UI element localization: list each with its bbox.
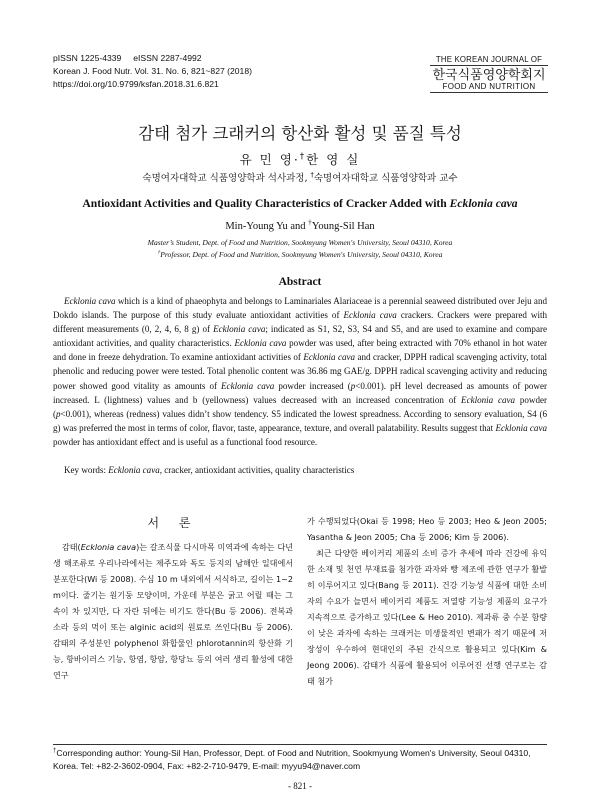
intro-paragraph-2: 최근 다양한 베이커리 제품의 소비 증가 추세에 따라 건강에 유익한 소재 및 천연 부재료를 첨가한 과자와 빵 제조에 관한 연구가 활발히 이루어지고 있다(Bang 등 2011). 건강 기능성 식품에 대한 소비자의 수요가 늘면서 베이커리 제품도 저열량 기능성 제품의 요구가 지속적으로 증가하고 있다(Lee & Heo 2010). 제과류 중 수분 함량이 낮은 과자에 속하는 크래커는 미생물적인 변패가 적기 때문에 저장성이 우수하여 현대인의 주된 간식으로 활용되고 있다(Kim & Jeong 2006). 감태가 식품에 활용되어 이루어진 선행 연구로는 감태 첨가 <box>307 549 547 686</box>
affiliation-mark-ko: † <box>310 170 314 179</box>
abstract-run: Ecklonia cava <box>213 324 266 335</box>
footnote-mark: † <box>53 748 57 755</box>
masthead-english-bottom: FOOD AND NUTRITION <box>442 82 536 91</box>
korean-authors <box>0 150 600 168</box>
korean-title: 감태 첨가 크래커의 항산화 활성 및 품질 특성 <box>138 124 462 143</box>
affiliation-1-ko: 숙명여자대학교 식품영양학과 석사과정, <box>142 173 308 184</box>
abstract-run: Ecklonia cava <box>221 380 275 391</box>
english-title-main: Antioxidant Activities and Quality Characteristics of Cracker Added with <box>82 197 450 210</box>
affiliation-2-en-row <box>0 249 600 261</box>
corresponding-mark: † <box>299 151 307 162</box>
journal-header-left <box>53 52 252 91</box>
abstract-run: Ecklonia cava <box>343 310 397 321</box>
abstract-run: powder ( <box>53 394 547 419</box>
section-heading-introduction: 서 론 <box>147 516 199 530</box>
abstract-run: which is a kind of phaeophyta and belongs to Laminariales Alariaceae is a perennial seaweed distributed over Jeju and Dokdo islands. The purpose of this study evaluate antioxidant activities of <box>53 296 547 321</box>
abstract-run: Ecklonia cava <box>303 352 356 363</box>
intro-run: )는 갈조식물 다시마목 미역과에 속하는 다년생 해조류로 우리나라에서는 제주도와 독도 등지의 남해안 일대에서 분포한다(Wi 등 2008). 수심 10 m 내외에서 서식하고, 길이는 1~2 m이다. 줄기는 원기둥 모양이며, 가운데 부분은 굵고 어릴 때는 그 속이 차 있지만, 다 자란 뒤에는 비기도 한다(Bu 등 2006). 전복과 소라 등의 먹이 또는 alginic acid의 원료로 쓰인다(Bu 등 2006). 감태의 주성분인 polyphenol 화합물인 phlorotannin의 항산화 기능, 항바이러스 기능, 항염, 항암, 항당뇨 등의 여러 생리 활성에 대한 연구 <box>53 543 293 680</box>
keywords <box>64 465 354 475</box>
english-authors <box>0 217 600 232</box>
abstract-run: powder has antioxidant effect and is useful as a functional food resource. <box>53 436 318 447</box>
keywords-italic: Ecklonia cava <box>108 465 160 475</box>
doi-link[interactable]: https://doi.org/10.9799/ksfan.2018.31.6.821 <box>53 79 219 89</box>
keywords-rest: , cracker, antioxidant activities, quality characteristics <box>159 465 355 475</box>
english-affiliations <box>0 237 600 261</box>
abstract-run: p <box>350 380 356 391</box>
abstract-run: p <box>56 408 61 419</box>
abstract-run: <0.001), whereas (redness) values didn’t show tendency. S5 indicated the lowest spreadness. According to sensory evaluation, S4 (6 g) was preferred the most in terms of color, flavor, taste, appearance, texture, and overall palatability. Results suggest that <box>53 408 547 433</box>
affiliation-2-ko: 숙명여자대학교 식품영양학과 교수 <box>313 173 458 184</box>
masthead-divider-bottom <box>430 92 548 93</box>
abstract-run: <0.001). pH level decreased as amounts of power increased. L (lightness) values and b (yellowness) values decreased with an increased concentration of <box>53 380 547 405</box>
abstract-run: crackers. Crackers were prepared with different measurements (0, 2, 4, 6, 8 g) of <box>53 310 548 335</box>
citation-line: Korean J. Food Nutr. Vol. 31. No. 6, 821~827 (2018) <box>53 66 252 76</box>
author-1-en: Min-Young Yu and <box>225 221 309 232</box>
footnote-text: Corresponding author: Young-Sil Han, Professor, Dept. of Food and Nutrition, Sookmyung Women's University, Seoul 04310, Korea. Tel: +82-2-3602-0904, Fax: +82-2-710-9479, E-mail: myyu94@naver.com <box>53 748 531 771</box>
author-1-ko: 유 민 영 <box>239 152 294 167</box>
intro-paragraph-1 <box>53 540 293 684</box>
masthead-divider <box>430 65 548 66</box>
corresponding-footnote <box>53 747 547 773</box>
abstract-run: Ecklonia cava <box>64 296 116 306</box>
issn-line: pISSN 1225-4339 eISSN 2287-4992 <box>53 53 202 63</box>
masthead-english-top: THE KOREAN JOURNAL OF <box>435 55 543 64</box>
abstract-body <box>53 294 547 449</box>
footnote-divider <box>53 744 547 745</box>
intro-paragraph-1-cont: 가 수행되었다(Okai 등 1998; Heo 등 2003; Heo & Jeon 2005; Yasantha & Jeon 2005; Cha 등 2006; Kim 등 2006). <box>307 517 547 542</box>
intro-run: 감태( <box>62 543 81 552</box>
author-separator: · <box>293 152 300 167</box>
abstract-run: and cracker, DPPH radical scavenging activity, total phenolic and reducing power were tested. Total phenolic content was 36.86 mg GAE/g. DPPH radical scavenging activity and reducing power showed good vitality as amounts of <box>53 352 547 391</box>
masthead-korean: 한국식품영양학회지 <box>432 67 546 82</box>
english-title <box>0 197 600 210</box>
abstract-run: powder was used, after being extracted with 70% ethanol in hot water and done in freeze dehydration. To examine antioxidant activities of <box>53 338 547 363</box>
body-column-right <box>307 514 547 690</box>
intro-run: Ecklonia cava <box>80 543 137 552</box>
korean-affiliation <box>0 170 600 184</box>
abstract-run: Ecklonia cava <box>461 394 516 405</box>
keywords-label: Key words: <box>64 465 109 475</box>
affiliation-mark-en: † <box>157 249 161 256</box>
abstract-run: ; indicated as S1, S2, S3, S4 and S5, and are used to examine and compare antioxidant activities, and quality characteristics. <box>53 324 547 349</box>
author-2-en: Young-Sil Han <box>311 221 375 232</box>
abstract-run: powder increased ( <box>274 380 351 391</box>
abstract-run: Ecklonia cava <box>495 422 547 433</box>
abstract-run: Ecklonia cava <box>234 338 287 349</box>
abstract-heading: Abstract <box>278 276 322 288</box>
affiliation-1-en: Master’s Student, Dept. of Food and Nutrition, Sookmyung Women's University, Seoul 04310, Korea <box>147 238 453 247</box>
journal-masthead <box>430 55 548 94</box>
body-column-left <box>53 515 293 684</box>
english-title-species: Ecklonia cava <box>449 197 518 210</box>
author-2-ko: 한 영 실 <box>306 152 361 167</box>
affiliation-2-en: Professor, Dept. of Food and Nutrition, Sookmyung Women's University, Seoul 04310, Korea <box>160 250 443 259</box>
page-number: - 821 - <box>288 781 312 791</box>
corresponding-mark-en: † <box>308 217 312 227</box>
